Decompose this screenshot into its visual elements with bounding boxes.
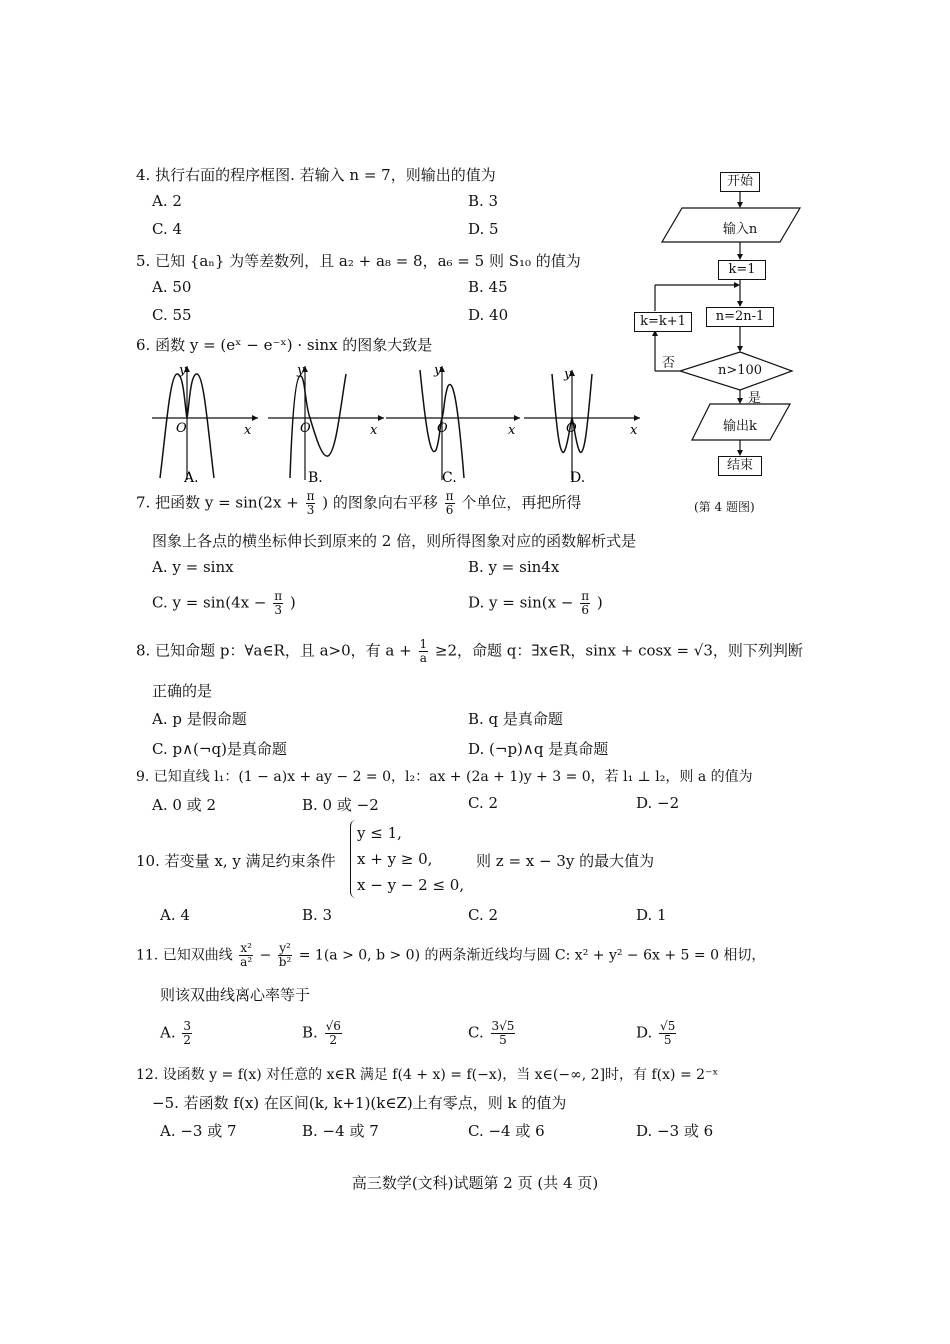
- q7-option-a: A. y = sinx: [152, 558, 234, 576]
- q11-frac2: [278, 942, 293, 969]
- q11-option-d-den: 5: [663, 1033, 672, 1047]
- q7-option-d-den: 6: [581, 603, 589, 617]
- q11-frac2-num: y²: [279, 941, 291, 955]
- q10-option-c: C. 2: [468, 906, 499, 924]
- q6-d-axis-y: y: [564, 367, 572, 382]
- q5-option-c: C. 55: [152, 306, 192, 324]
- q7-frac2-num: π: [445, 489, 454, 503]
- q10-constraints: [350, 820, 464, 898]
- q6-b-axis-y: y: [297, 363, 305, 378]
- q4-option-d: D. 5: [468, 220, 499, 238]
- q7-option-d: [468, 590, 603, 617]
- q8-option-a: A. p 是假命题: [152, 710, 247, 728]
- q6-c-axis-x: x: [508, 423, 516, 438]
- q6-graph-a: [152, 363, 258, 486]
- q9-option-a: A. 0 或 2: [152, 796, 216, 814]
- q11-option-b-label: B.: [302, 1023, 318, 1042]
- q8-option-b: B. q 是真命题: [468, 710, 563, 728]
- q7-option-d-frac: [580, 590, 590, 617]
- q11-option-b-den: 2: [329, 1033, 338, 1047]
- q8-stem-b: ≥2，命题 q：∃x∈R，sinx + cosx = √3，则下列判断: [434, 641, 803, 660]
- q11-frac1-num: x²: [240, 941, 252, 955]
- page-footer: 高三数学(文科)试题第 2 页 (共 4 页): [351, 1174, 599, 1192]
- q5-option-b: B. 45: [468, 278, 508, 296]
- q6-graph-b: [268, 363, 384, 486]
- q11-option-d-label: D.: [636, 1023, 653, 1042]
- flowchart-input: 输入n: [722, 222, 758, 237]
- q11-stem-a: 11. 已知双曲线: [136, 947, 233, 964]
- q7-option-c-frac: [273, 590, 283, 617]
- q10-option-a: A. 4: [160, 906, 190, 924]
- flowchart-no-label: 否: [662, 356, 676, 371]
- q11-frac2-den: b²: [278, 955, 292, 969]
- q10-constraint-1: y ≤ 1,: [357, 824, 402, 842]
- q11-option-c-frac: [491, 1020, 516, 1047]
- q8-option-c: C. p∧(¬q)是真命题: [152, 740, 287, 758]
- q6-c-label: C.: [442, 470, 457, 486]
- q4-option-b: B. 3: [468, 192, 499, 210]
- q4-stem: 4. 执行右面的程序框图. 若输入 n = 7，则输出的值为: [136, 166, 496, 184]
- q11-option-b-num: √6: [325, 1019, 341, 1033]
- q7-stem-c: 个单位，再把所得: [461, 493, 582, 512]
- q7-option-b: B. y = sin4x: [468, 558, 560, 576]
- q11-option-c: [468, 1020, 517, 1047]
- q9-stem: 9. 已知直线 l₁：(1 − a)x + ay − 2 = 0，l₂：ax + (2a + 1)y + 3 = 0，若 l₁ ⊥ l₂，则 a 的值为: [136, 769, 753, 785]
- q6-c-origin: O: [437, 421, 448, 436]
- q6-graph-c: [386, 363, 520, 486]
- q7-option-c-num: π: [274, 589, 283, 603]
- q7-option-d-num: π: [581, 589, 590, 603]
- q11-frac1-den: a²: [240, 955, 253, 969]
- q12-option-c: C. −4 或 6: [468, 1122, 545, 1140]
- q8-stem: [136, 638, 803, 665]
- q6-graphs: [140, 360, 660, 490]
- q7-option-d-post: ): [596, 593, 603, 612]
- q11-frac1: [239, 942, 253, 969]
- q8-option-d: D. (¬p)∧q 是真命题: [468, 740, 609, 758]
- q10-option-d: D. 1: [636, 906, 667, 924]
- q11-minus: −: [259, 947, 272, 964]
- q9-option-b: B. 0 或 −2: [302, 796, 379, 814]
- q9-option-d: D. −2: [636, 794, 680, 812]
- q7-frac1-den: 3: [306, 503, 315, 517]
- q7-stem: [136, 490, 581, 517]
- q7-option-c-pre: C. y = sin(4x −: [152, 593, 267, 612]
- q6-b-axis-x: x: [370, 423, 378, 438]
- q7-stem-b: ) 的图象向右平移: [322, 493, 438, 512]
- q4-option-c: C. 4: [152, 220, 183, 238]
- q11-option-d: [636, 1020, 678, 1047]
- q11-option-a-den: 2: [183, 1033, 192, 1047]
- q10-constraint-2: x + y ≥ 0,: [357, 850, 433, 868]
- q6-b-label: B.: [308, 470, 323, 486]
- q8-frac-den: a: [419, 651, 427, 665]
- q11-option-d-frac: [659, 1020, 676, 1047]
- flowchart-output: 输出k: [723, 419, 757, 434]
- q8-frac: [419, 638, 429, 665]
- q7-option-c: [152, 590, 296, 617]
- q6-b-origin: O: [300, 421, 311, 436]
- q5-stem: 5. 已知 {aₙ} 为等差数列，且 a₂ + a₈ = 8，a₆ = 5 则 S₁₀ 的值为: [136, 252, 581, 270]
- flowchart-increment: k=k+1: [634, 312, 692, 332]
- flowchart-condition: n>100: [717, 363, 763, 378]
- q11-option-a: [160, 1020, 194, 1047]
- q8-stem-line2: 正确的是: [152, 682, 213, 700]
- q11-option-a-label: A.: [160, 1023, 176, 1042]
- q6-d-axis-x: x: [630, 423, 638, 438]
- q11-option-b: [302, 1020, 344, 1047]
- q12-option-b: B. −4 或 7: [302, 1122, 379, 1140]
- q7-frac2: [445, 490, 455, 517]
- q7-frac1: [306, 490, 316, 517]
- q9-option-c: C. 2: [468, 794, 499, 812]
- q6-a-label: A.: [184, 470, 199, 486]
- flowchart-assign: n=2n-1: [706, 307, 774, 327]
- q11-option-c-den: 5: [499, 1033, 507, 1047]
- q10-stem-b: 则 z = x − 3y 的最大值为: [476, 852, 655, 870]
- q5-option-d: D. 40: [468, 306, 509, 324]
- q6-c-axis-y: y: [434, 363, 442, 378]
- q7-stem-a: 7. 把函数 y = sin(2x +: [136, 493, 299, 512]
- flowchart-init: k=1: [718, 260, 766, 280]
- q11-option-c-num: 3√5: [491, 1019, 515, 1033]
- q12-option-d: D. −3 或 6: [636, 1122, 714, 1140]
- q11-stem-line2: 则该双曲线离心率等于: [160, 986, 311, 1004]
- q8-frac-num: 1: [419, 637, 428, 651]
- q11-option-a-num: 3: [183, 1019, 192, 1033]
- q6-graph-d: [524, 367, 640, 486]
- q7-frac1-num: π: [306, 489, 315, 503]
- q6-a-origin: O: [176, 421, 187, 436]
- flowchart-yes-label: 是: [748, 391, 762, 406]
- q12-stem: 12. 设函数 y = f(x) 对任意的 x∈R 满足 f(4 + x) = f(−x)，当 x∈(−∞, 2]时，有 f(x) = 2⁻ˣ: [136, 1067, 719, 1083]
- q6-d-origin: O: [566, 421, 577, 436]
- q11-option-d-num: √5: [660, 1019, 676, 1033]
- q11-option-b-frac: [325, 1020, 342, 1047]
- q4-option-a: A. 2: [152, 192, 182, 210]
- q10-option-b: B. 3: [302, 906, 333, 924]
- q7-stem-line2: 图象上各点的横坐标伸长到原来的 2 倍，则所得图象对应的函数解析式是: [152, 532, 637, 550]
- q11-stem-b: = 1(a > 0, b > 0) 的两条渐近线均与圆 C: x² + y² − 6x + 5 = 0 相切，: [298, 947, 766, 964]
- q10-constraint-3: x − y − 2 ≤ 0,: [357, 876, 465, 894]
- q11-stem: [136, 942, 765, 969]
- q10-stem-a: 10. 若变量 x, y 满足约束条件: [136, 852, 336, 870]
- q11-option-c-label: C.: [468, 1023, 484, 1042]
- q7-option-d-pre: D. y = sin(x −: [468, 593, 574, 612]
- q5-option-a: A. 50: [152, 278, 192, 296]
- q6-d-label: D.: [570, 470, 586, 486]
- q6-a-axis-x: x: [244, 423, 252, 438]
- q6-a-axis-y: y: [179, 363, 187, 378]
- q8-stem-a: 8. 已知命题 p：∀a∈R，且 a>0，有 a +: [136, 641, 412, 660]
- q7-option-c-den: 3: [274, 603, 282, 617]
- q7-option-c-post: ): [289, 593, 296, 612]
- q11-option-a-frac: [182, 1020, 192, 1047]
- flowchart-end: 结束: [718, 456, 762, 476]
- flowchart-caption: (第 4 题图): [694, 500, 755, 514]
- q12-stem-line2: −5. 若函数 f(x) 在区间(k, k+1)(k∈Z)上有零点，则 k 的值为: [152, 1094, 567, 1112]
- q7-frac2-den: 6: [445, 503, 454, 517]
- q6-stem: 6. 函数 y = (eˣ − e⁻ˣ) · sinx 的图象大致是: [136, 336, 433, 354]
- flowchart-start: 开始: [720, 172, 760, 192]
- q12-option-a: A. −3 或 7: [160, 1122, 237, 1140]
